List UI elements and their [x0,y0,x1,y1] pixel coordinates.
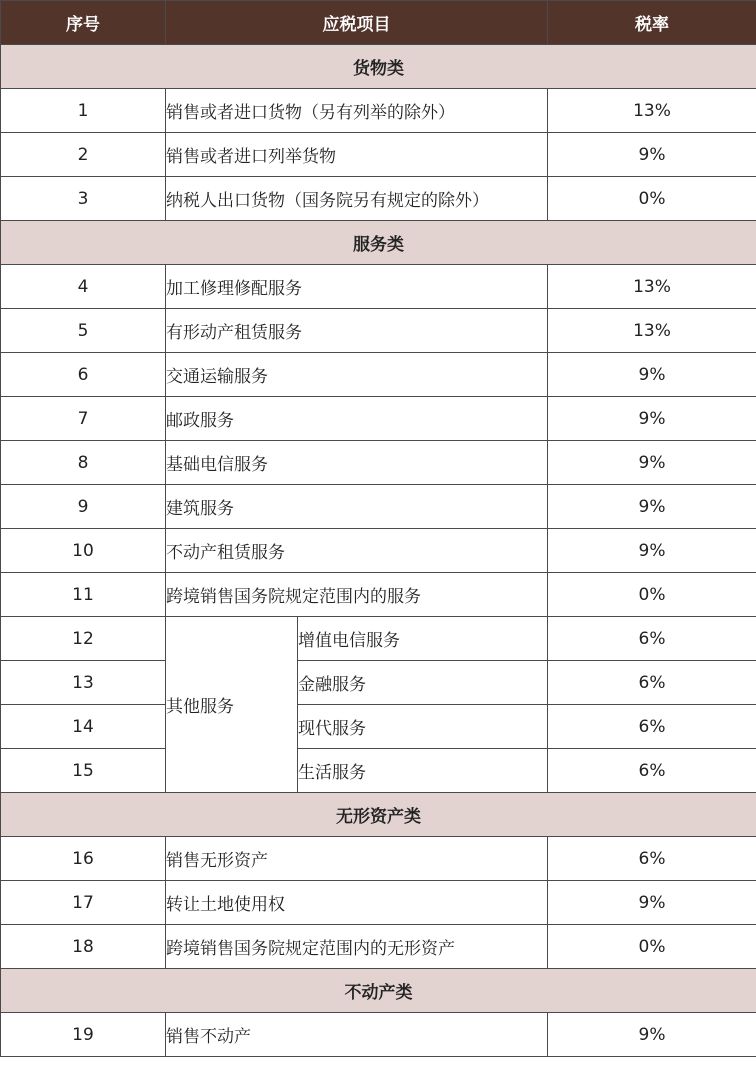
table-row [1,617,756,661]
row-rate: 9% [548,881,756,925]
row-item: 现代服务 [298,705,548,749]
row-item: 销售或者进口列举货物 [166,133,548,177]
row-number: 10 [1,529,166,573]
row-rate: 0% [548,925,756,969]
table-row [1,749,756,793]
category-real-estate: 不动产类 [1,969,756,1013]
row-number: 18 [1,925,166,969]
table-row [1,705,756,749]
row-number: 14 [1,705,166,749]
row-number: 5 [1,309,166,353]
row-item: 跨境销售国务院规定范围内的无形资产 [166,925,548,969]
row-rate: 9% [548,485,756,529]
row-item: 邮政服务 [166,397,548,441]
table-row [1,353,756,397]
table-row [1,661,756,705]
row-rate: 9% [548,133,756,177]
row-number: 15 [1,749,166,793]
row-number: 19 [1,1013,166,1057]
row-rate: 6% [548,661,756,705]
row-item: 销售不动产 [166,1013,548,1057]
table-row [1,881,756,925]
header-row [1,1,756,45]
row-item: 纳税人出口货物（国务院另有规定的除外） [166,177,548,221]
row-number: 4 [1,265,166,309]
header-rate: 税率 [548,1,756,45]
row-item: 跨境销售国务院规定范围内的服务 [166,573,548,617]
row-rate: 13% [548,265,756,309]
table-row [1,89,756,133]
category-row [1,969,756,1013]
row-number: 1 [1,89,166,133]
row-rate: 13% [548,309,756,353]
row-number: 7 [1,397,166,441]
header-no: 序号 [1,1,166,45]
row-item: 销售或者进口货物（另有列举的除外） [166,89,548,133]
table-row [1,837,756,881]
row-item: 交通运输服务 [166,353,548,397]
row-rate: 9% [548,529,756,573]
table-row [1,177,756,221]
table-row [1,133,756,177]
table-row [1,485,756,529]
row-rate: 0% [548,573,756,617]
category-intangible: 无形资产类 [1,793,756,837]
row-item: 生活服务 [298,749,548,793]
row-number: 2 [1,133,166,177]
row-rate: 9% [548,441,756,485]
table-row [1,573,756,617]
row-item: 不动产租赁服务 [166,529,548,573]
row-number: 17 [1,881,166,925]
table-row [1,441,756,485]
category-goods: 货物类 [1,45,756,89]
row-number: 13 [1,661,166,705]
row-number: 16 [1,837,166,881]
row-number: 11 [1,573,166,617]
row-item: 建筑服务 [166,485,548,529]
table-row [1,925,756,969]
table-row [1,1013,756,1057]
row-rate: 6% [548,705,756,749]
table-row [1,529,756,573]
row-item: 增值电信服务 [298,617,548,661]
table-row [1,397,756,441]
row-item: 销售无形资产 [166,837,548,881]
row-rate: 6% [548,617,756,661]
row-item: 有形动产租赁服务 [166,309,548,353]
table-row [1,265,756,309]
row-rate: 6% [548,837,756,881]
category-services: 服务类 [1,221,756,265]
row-item: 金融服务 [298,661,548,705]
row-rate: 9% [548,1013,756,1057]
row-number: 3 [1,177,166,221]
category-row [1,45,756,89]
header-item: 应税项目 [166,1,548,45]
row-rate: 0% [548,177,756,221]
category-row [1,221,756,265]
row-rate: 9% [548,353,756,397]
category-row [1,793,756,837]
table-row [1,309,756,353]
row-rate: 6% [548,749,756,793]
row-rate: 13% [548,89,756,133]
row-number: 12 [1,617,166,661]
row-number: 9 [1,485,166,529]
row-item: 加工修理修配服务 [166,265,548,309]
row-rate: 9% [548,397,756,441]
row-number: 8 [1,441,166,485]
other-services-group: 其他服务 [166,617,298,793]
row-item: 基础电信服务 [166,441,548,485]
row-item: 转让土地使用权 [166,881,548,925]
row-number: 6 [1,353,166,397]
